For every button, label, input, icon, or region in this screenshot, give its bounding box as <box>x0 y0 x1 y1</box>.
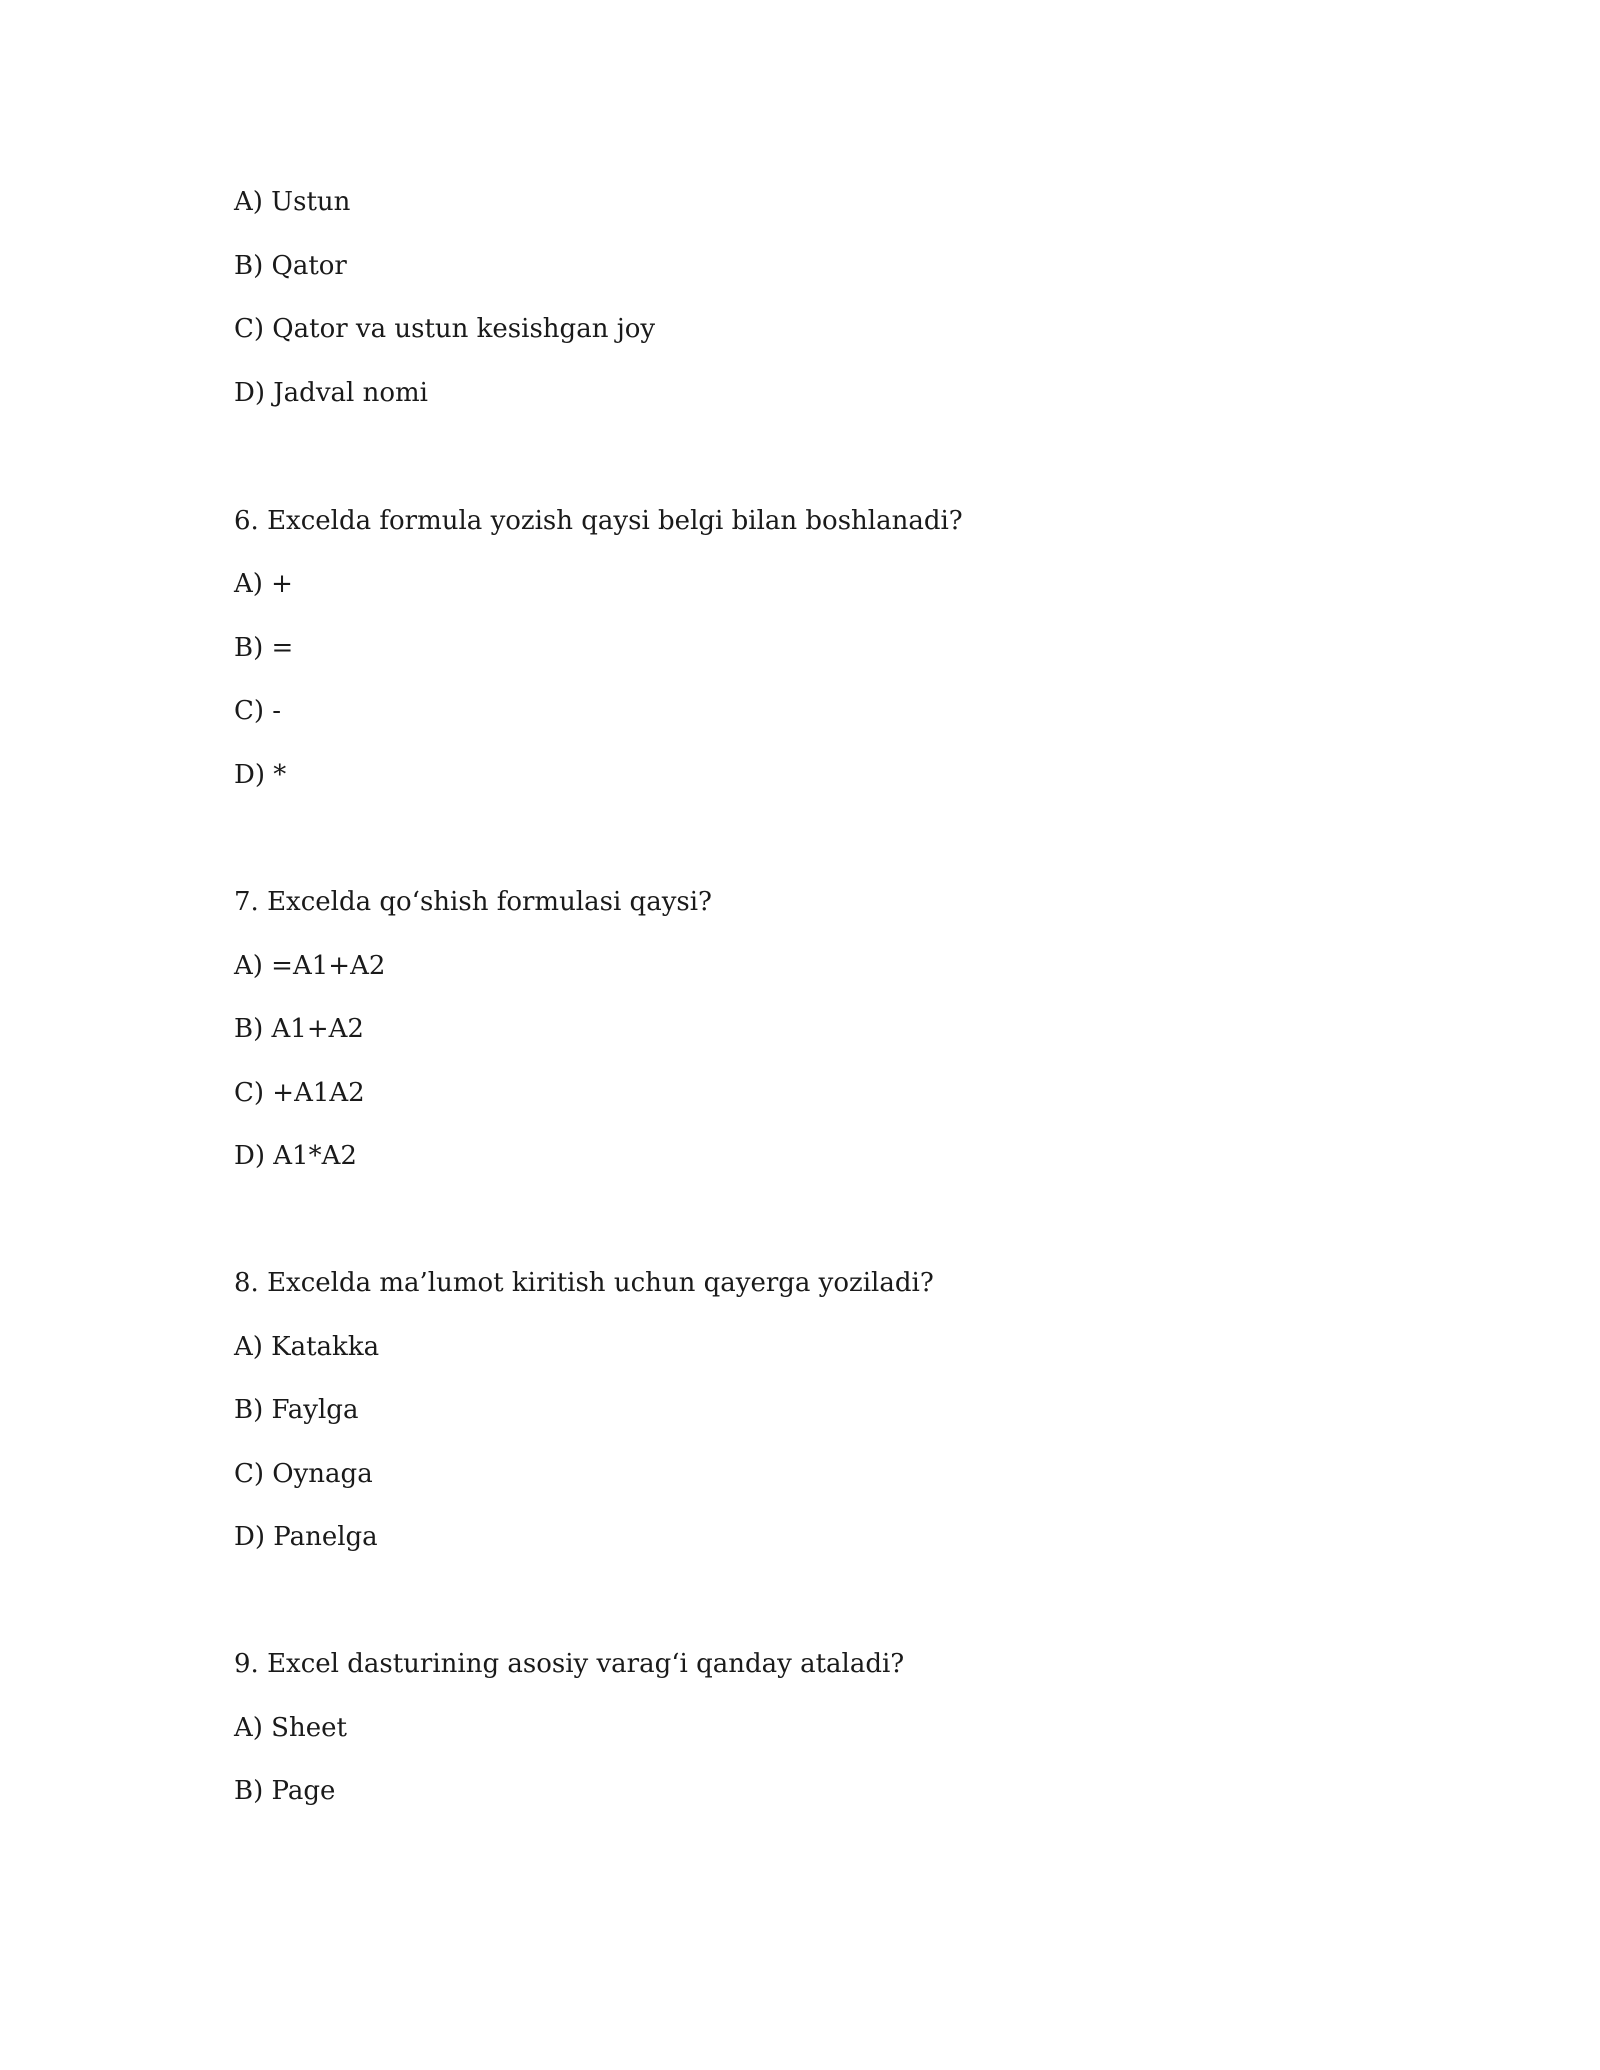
question-8-option-c: C) Oynaga <box>234 1459 373 1489</box>
question-8-option-b: B) Faylga <box>234 1395 359 1425</box>
question-8-option-a: A) Katakka <box>234 1332 380 1362</box>
option-a: A) Ustun <box>234 187 351 217</box>
option-c: C) Qator va ustun kesishgan joy <box>234 314 656 344</box>
question-7-option-b: B) A1+A2 <box>234 1014 364 1044</box>
question-7: 7. Excelda qo‘shish formulasi qaysi? <box>234 887 712 917</box>
question-9-option-b: B) Page <box>234 1776 336 1806</box>
question-7-option-c: C) +A1A2 <box>234 1078 365 1108</box>
question-6: 6. Excelda formula yozish qaysi belgi bilan boshlanadi? <box>234 506 963 536</box>
question-6-option-a: A) + <box>234 569 293 599</box>
option-b: B) Qator <box>234 251 347 281</box>
question-8-option-d: D) Panelga <box>234 1522 378 1552</box>
question-7-option-a: A) =A1+A2 <box>234 951 386 981</box>
option-d: D) Jadval nomi <box>234 378 428 408</box>
question-9: 9. Excel dasturining asosiy varag‘i qanday ataladi? <box>234 1649 905 1679</box>
question-6-option-c: C) - <box>234 696 282 726</box>
question-6-option-d: D) * <box>234 760 287 790</box>
question-7-option-d: D) A1*A2 <box>234 1141 357 1171</box>
question-6-option-b: B) = <box>234 633 294 663</box>
question-8: 8. Excelda ma’lumot kiritish uchun qayerga yoziladi? <box>234 1268 934 1298</box>
question-9-option-a: A) Sheet <box>234 1713 347 1743</box>
